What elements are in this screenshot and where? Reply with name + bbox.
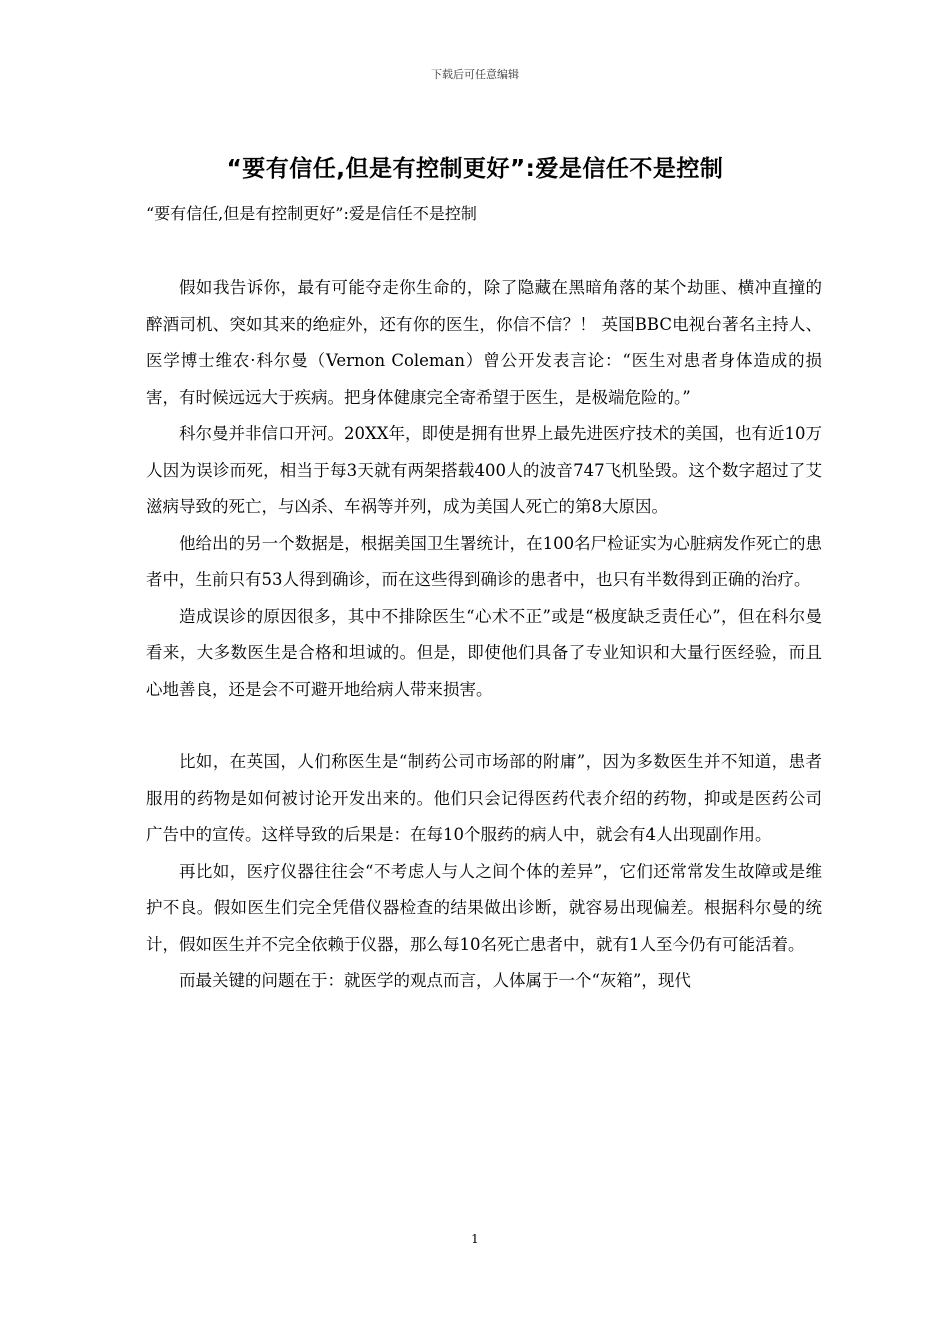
paragraph: 假如我告诉你，最有可能夺走你生命的，除了隐藏在黑暗角落的某个劫匪、横冲直撞的醉酒司机、突如其来的绝症外，还有你的医生，你信不信？！ 英国BBC电视台著名主持人、医学博士维农·科尔曼（Vernon Coleman）曾公开发表言论：“医生对患者身体造成的损害，有时候远远大于疾病。把身体健康完全寄希望于医生，是极端危险的。” <box>146 278 822 407</box>
page-header-note: 下载后可任意编辑 <box>431 68 519 81</box>
document-subtitle: “要有信任,但是有控制更好”:爱是信任不是控制 <box>146 204 477 223</box>
document-body <box>146 270 822 1000</box>
paragraph: 而最关键的问题在于：就医学的观点而言，人体属于一个“灰箱”，现代 <box>179 971 691 990</box>
paragraph: 再比如，医疗仪器往往会“不考虑人与人之间个体的差异”，它们还常常发生故障或是维护不良。假如医生们完全凭借仪器检查的结果做出诊断，就容易出现偏差。根据科尔曼的统计，假如医生并不完全依赖于仪器，那么每10名死亡患者中，就有1人至今仍有可能活着。 <box>146 861 822 954</box>
paragraph: 造成误诊的原因很多，其中不排除医生“心术不正”或是“极度缺乏责任心”，但在科尔曼看来，大多数医生是合格和坦诚的。但是，即使他们具备了专业知识和大量行医经验，而且心地善良，还是会不可避开地给病人带来损害。 <box>146 606 822 699</box>
page-number: 1 <box>471 1232 479 1246</box>
document-title: “要有信任,但是有控制更好”:爱是信任不是控制 <box>226 156 724 182</box>
paragraph: 科尔曼并非信口开河。20XX年，即使是拥有世界上最先进医疗技术的美国，也有近10万人因为误诊而死，相当于每3天就有两架搭载400人的波音747飞机坠毁。这个数字超过了艾滋病导致的死亡，与凶杀、车祸等并列，成为美国人死亡的第8大原因。 <box>146 424 822 516</box>
paragraph: 他给出的另一个数据是，根据美国卫生署统计，在100名尸检证实为心脏病发作死亡的患者中，生前只有53人得到确诊，而在这些得到确诊的患者中，也只有半数得到正确的治疗。 <box>146 533 822 589</box>
paragraph: 比如，在英国，人们称医生是“制药公司市场部的附庸”，因为多数医生并不知道，患者服用的药物是如何被讨论开发出来的。他们只会记得医药代表介绍的药物，抑或是医药公司广告中的宣传。这样导致的后果是：在每10个服药的病人中，就会有4人出现副作用。 <box>146 752 822 844</box>
